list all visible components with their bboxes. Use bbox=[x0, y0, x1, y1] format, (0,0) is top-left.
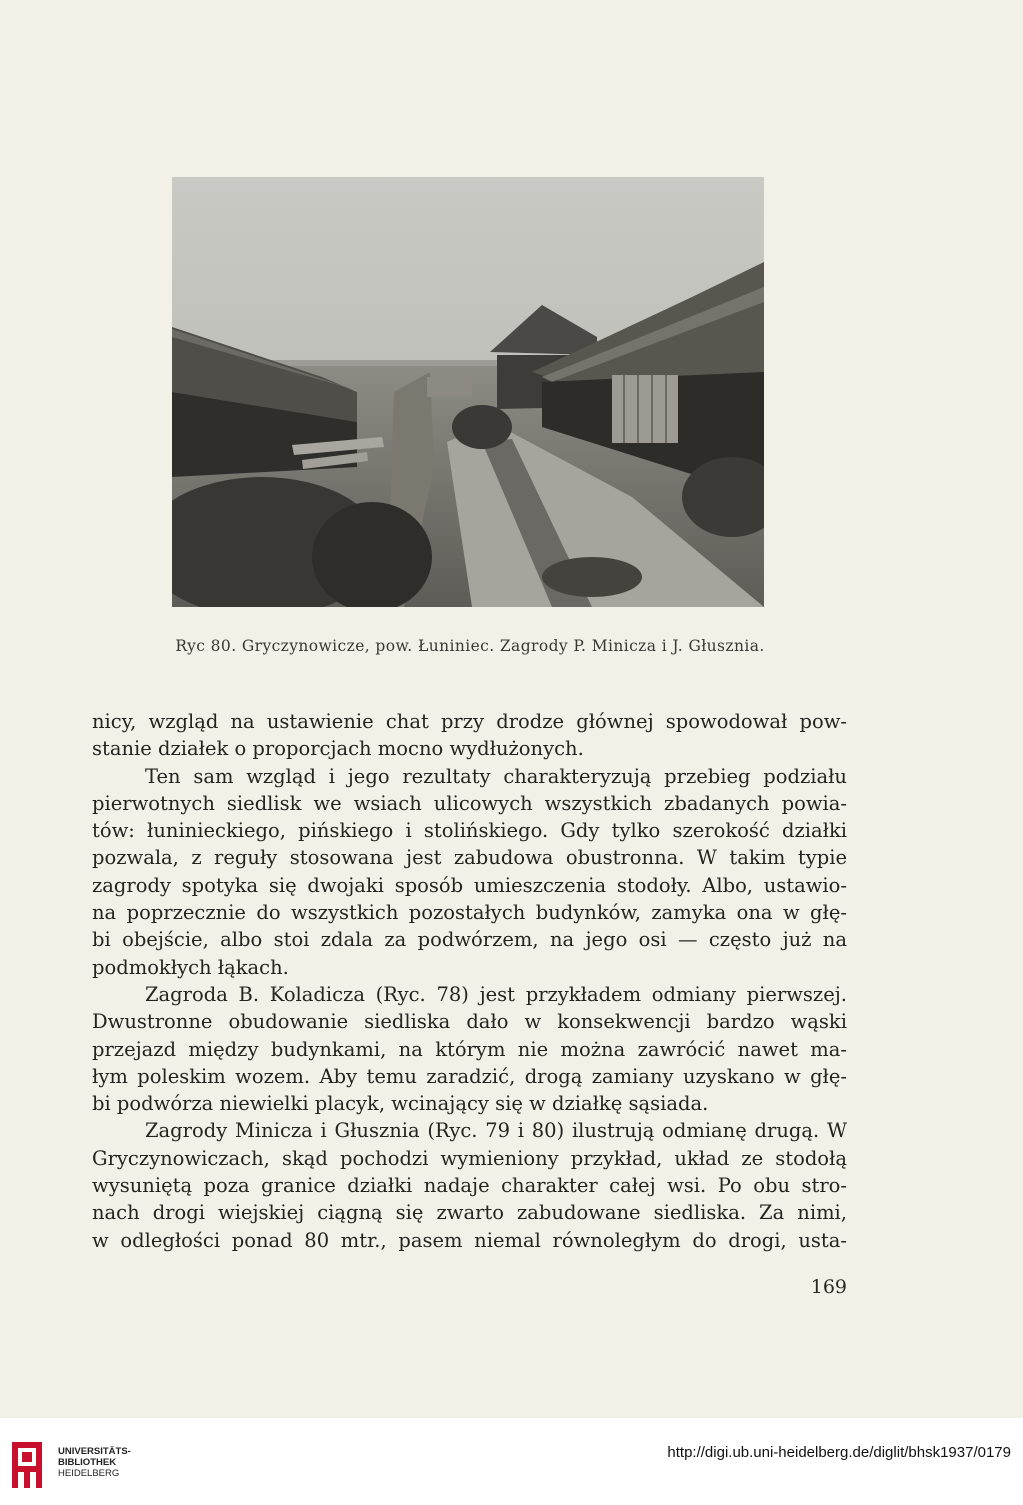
village-photograph bbox=[172, 177, 764, 607]
source-url-link[interactable]: http://digi.ub.uni-heidelberg.de/diglit/bhsk1937/0179 bbox=[667, 1444, 1011, 1461]
text-line: stanie działek o proporcjach mocno wydłużonych. bbox=[92, 737, 584, 761]
text-line: zagrody spotyka się dwojaki sposób umieszczenia stodoły. Albo, ustawio- bbox=[92, 873, 847, 897]
text-line: Gryczynowiczach, skąd pochodzi wymieniony przykład, układ ze stodołą bbox=[92, 1146, 847, 1170]
figure-caption: Ryc 80. Gryczynowicze, pow. Łuniniec. Zagrody P. Minicza i J. Głusznia. bbox=[175, 637, 765, 655]
text-line: podmokłych łąkach. bbox=[92, 955, 289, 979]
text-line: bi obejście, albo stoi zdala za podwórzem, na jego osi — często już na bbox=[92, 928, 847, 952]
text-line: Ten sam wzgląd i jego rezultaty charakteryzują przebieg podziału bbox=[145, 764, 847, 788]
text-line: Zagrody Minicza i Głusznia (Ryc. 79 i 80) ilustrują odmianę drugą. W bbox=[145, 1119, 847, 1143]
library-name-line: BIBLIOTHEK bbox=[58, 1457, 117, 1468]
text-line: wysuniętą poza granice działki nadaje charakter całej wsi. Po obu stro- bbox=[92, 1174, 847, 1198]
text-line: Zagroda B. Koladicza (Ryc. 78) jest przykładem odmiany pierwszej. bbox=[145, 982, 847, 1006]
text-line: Dwustronne obudowanie siedliska dało w konsekwencji bardzo wąski bbox=[92, 1010, 847, 1034]
text-line: na poprzecznie do wszystkich pozostałych budynków, zamyka ona w głę- bbox=[92, 901, 847, 925]
text-line: pierwotnych siedlisk we wsiach ulicowych wszystkich zbadanych powia- bbox=[92, 791, 847, 815]
library-name-line: HEIDELBERG bbox=[58, 1468, 120, 1479]
text-line: bi podwórza niewielki placyk, wcinający się w działkę sąsiada. bbox=[92, 1092, 709, 1116]
page-number: 169 bbox=[810, 1276, 847, 1298]
library-name-line: UNIVERSITÄTS- bbox=[58, 1446, 131, 1457]
text-line: pozwala, z reguły stosowana jest zabudowa obustronna. W takim typie bbox=[92, 846, 847, 870]
text-line: w odległości ponad 80 mtr., pasem niemal równoległym do drogi, usta- bbox=[92, 1228, 847, 1252]
text-line: łym poleskim wozem. Aby temu zaradzić, drogą zamiany uzyskano w głę- bbox=[92, 1064, 847, 1088]
text-line: przejazd między budynkami, na którym nie można zawrócić nawet ma- bbox=[92, 1037, 847, 1061]
text-line: nach drogi wiejskiej ciągną się zwarto zabudowane siedliska. Za nimi, bbox=[92, 1201, 847, 1225]
text-line: tów: łuninieckiego, pińskiego i stolińskiego. Gdy tylko szerokość działki bbox=[92, 819, 847, 843]
library-name bbox=[58, 1446, 131, 1479]
footer-bar bbox=[0, 1418, 1023, 1505]
library-logo-icon[interactable] bbox=[12, 1442, 46, 1488]
village-photo-illustration bbox=[172, 177, 764, 607]
text-line: nicy, wzgląd na ustawienie chat przy drodze głównej spowodował pow- bbox=[92, 710, 847, 733]
body-text bbox=[92, 708, 847, 1254]
